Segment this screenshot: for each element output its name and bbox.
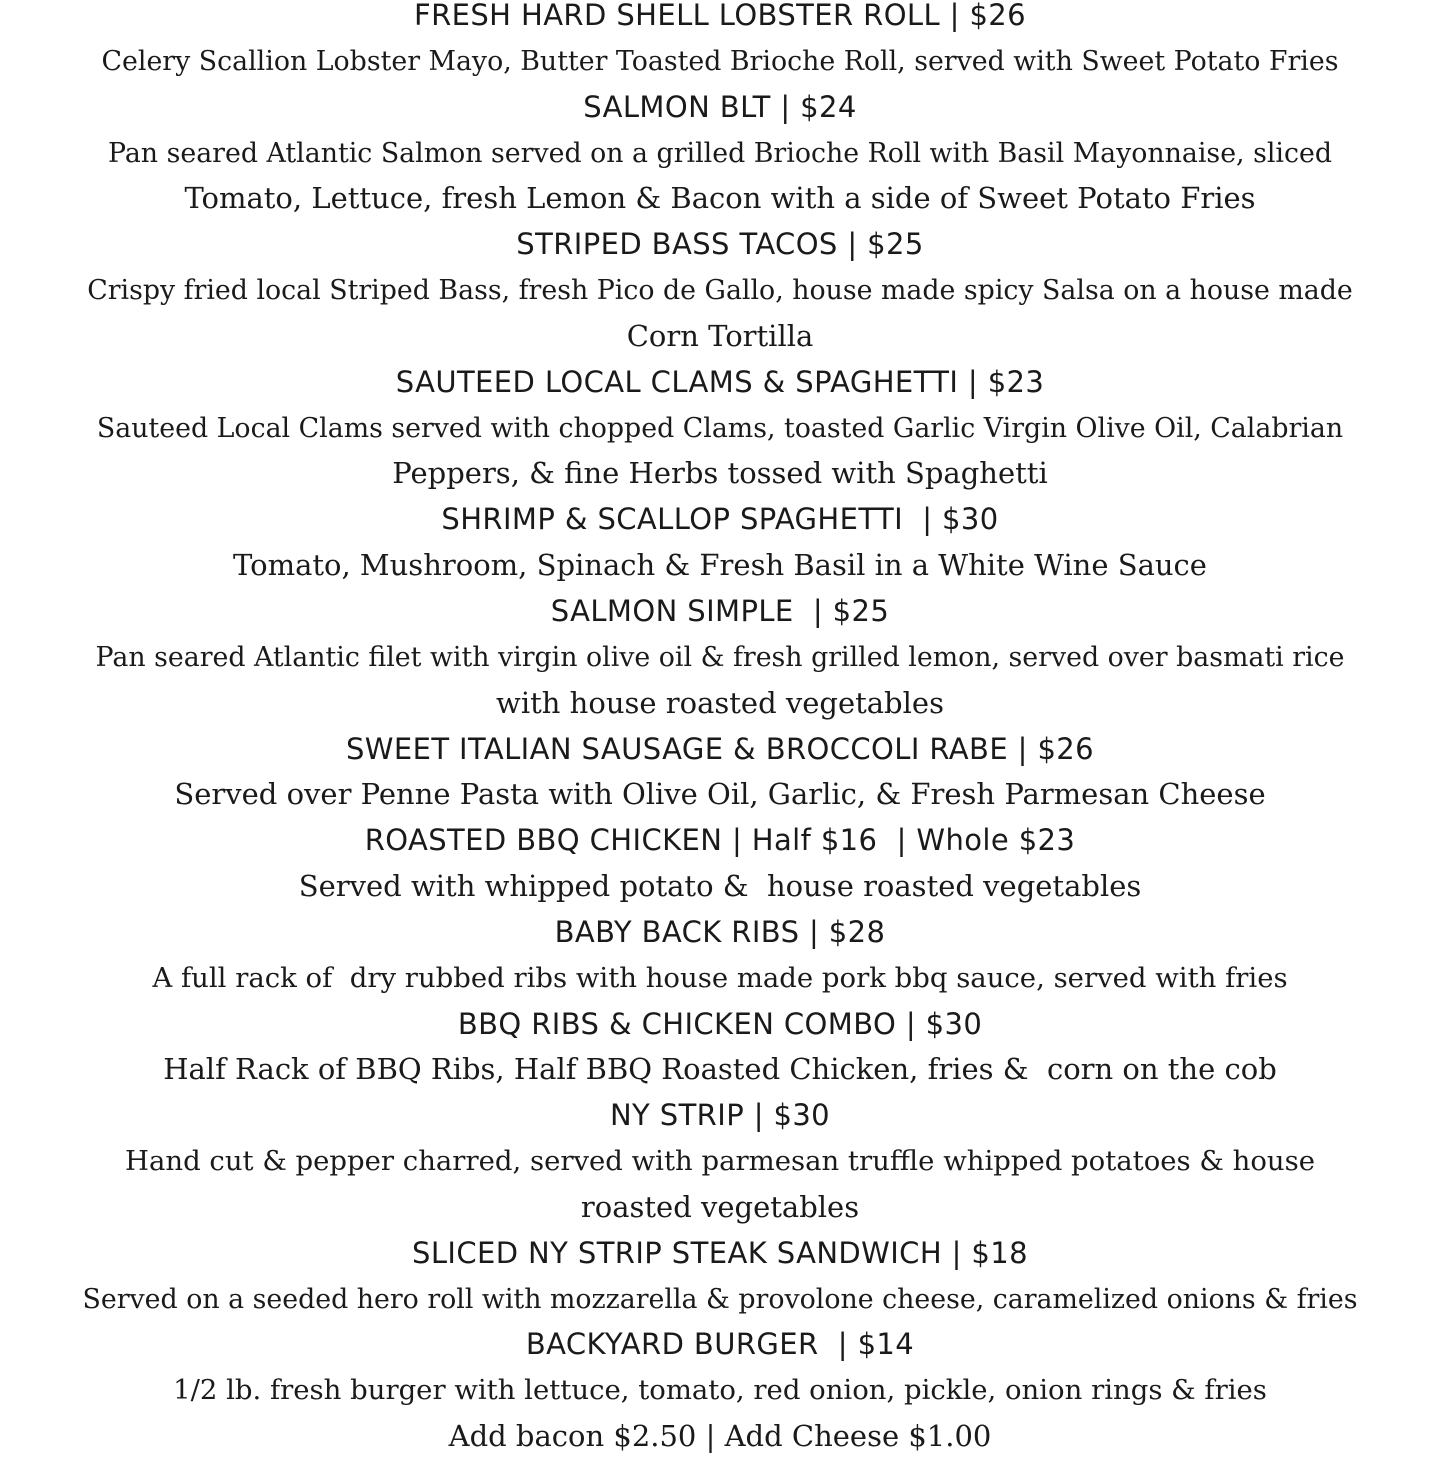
menu-item-description: Pan seared Atlantic Salmon served on a grilled Brioche Roll with Basil Mayonnaise, sliced [108,137,1332,169]
menu-item-title: NY STRIP | $30 [609,1098,831,1133]
menu-item-description: Corn Tortilla [626,318,814,353]
menu-item-description: 1/2 lb. fresh burger with lettuce, tomato, red onion, pickle, onion rings & fries [173,1374,1267,1407]
menu-item-title: BACKYARD BURGER | $14 [525,1327,915,1362]
menu-item-title: FRESH HARD SHELL LOBSTER ROLL | $26 [414,0,1026,32]
menu-item-description: Peppers, & fine Herbs tossed with Spaghetti [392,456,1048,491]
menu-item-title: SWEET ITALIAN SAUSAGE & BROCCOLI RABE | $26 [345,731,1095,766]
menu-item-title: BBQ RIBS & CHICKEN COMBO | $30 [457,1006,983,1041]
menu-item-description: Hand cut & pepper charred, served with parmesan truffle whipped potatoes & house [124,1145,1315,1178]
menu-item-description: Crispy fried local Striped Bass, fresh Pico de Gallo, house made spicy Salsa on a house made [87,275,1353,307]
menu-item-description: Served with whipped potato & house roasted vegetables [298,869,1142,904]
menu-item-description: A full rack of dry rubbed ribs with house made pork bbq sauce, served with fries [152,961,1288,994]
menu-item-description: with house roasted vegetables [496,685,944,720]
menu-item-title: SHRIMP & SCALLOP SPAGHETTI | $30 [441,502,999,537]
menu-item-description: Served on a seeded hero roll with mozzarella & provolone cheese, caramelized onions & fries [82,1283,1358,1315]
menu-item-description: Tomato, Lettuce, fresh Lemon & Bacon with a side of Sweet Potato Fries [184,181,1256,216]
menu-item-description: Sauteed Local Clams served with chopped Clams, toasted Garlic Virgin Olive Oil, Calabrian [96,412,1344,444]
menu-item-description: Celery Scallion Lobster Mayo, Butter Toasted Brioche Roll, served with Sweet Potato Fries [101,45,1339,77]
menu-item-description: Served over Penne Pasta with Olive Oil, Garlic, & Fresh Parmesan Cheese [174,777,1266,812]
menu-item-title: BABY BACK RIBS | $28 [554,914,886,949]
menu-item-description: Pan seared Atlantic filet with virgin olive oil & fresh grilled lemon, served over basmati rice [95,641,1345,673]
menu-item-title: SLICED NY STRIP STEAK SANDWICH | $18 [412,1235,1028,1270]
menu-item-description: Half Rack of BBQ Ribs, Half BBQ Roasted Chicken, fries & corn on the cob [163,1052,1277,1087]
menu-item-title: SALMON BLT | $24 [583,89,857,124]
menu-item-title: SAUTEED LOCAL CLAMS & SPAGHETTI | $23 [395,364,1045,399]
menu-item-title: STRIPED BASS TACOS | $25 [516,227,924,262]
menu-item-description: roasted vegetables [580,1189,860,1224]
menu-item-description: Tomato, Mushroom, Spinach & Fresh Basil in a White Wine Sauce [233,548,1207,583]
menu-item-description: Add bacon $2.50 | Add Cheese $1.00 [448,1419,992,1454]
menu-item-title: ROASTED BBQ CHICKEN | Half $16 | Whole $23 [364,823,1076,858]
menu-item-title: SALMON SIMPLE | $25 [550,593,890,628]
